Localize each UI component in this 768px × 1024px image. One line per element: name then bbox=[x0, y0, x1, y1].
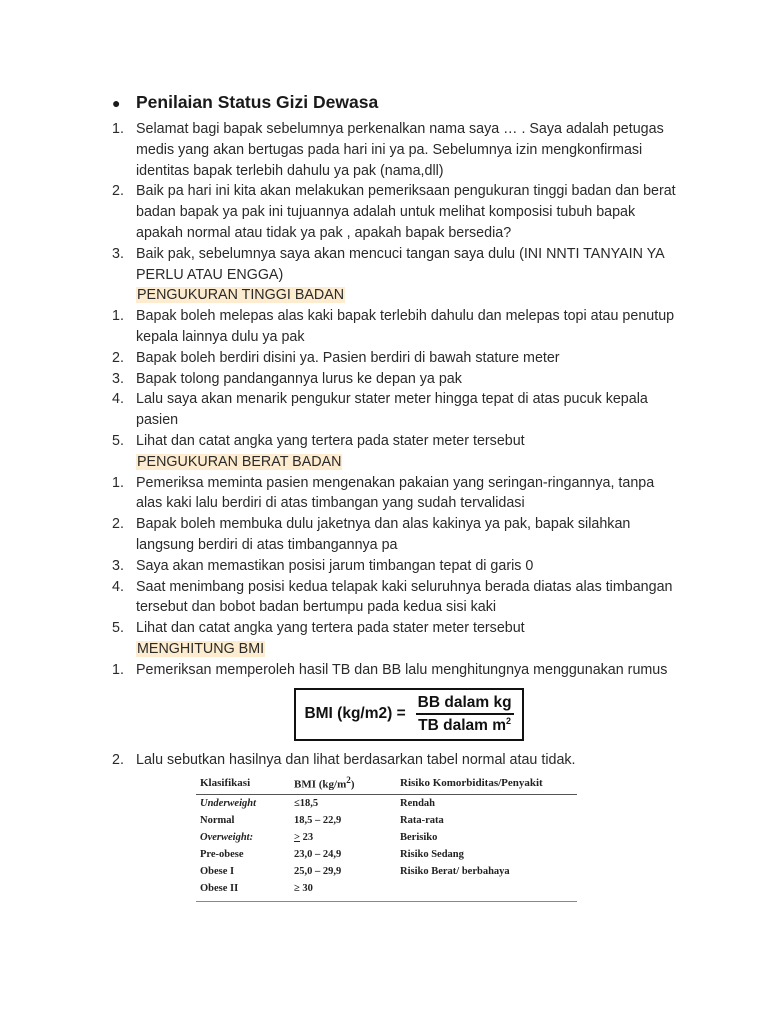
item-text: Pemeriksan memperoleh hasil TB dan BB lalu menghitungnya menggunakan rumus bbox=[136, 661, 668, 678]
list-item bbox=[112, 181, 682, 243]
header-bmi-text: BMI (kg/m bbox=[294, 779, 347, 792]
heading-bullet: ● bbox=[112, 94, 121, 111]
item-text: Bapak boleh melepas alas kaki bapak terlebih dahulu dan melepas topi atau penutup kepala lainnya dulu ya pak bbox=[136, 308, 675, 345]
bmi-formula-wrap bbox=[136, 681, 682, 750]
item-number: 3. bbox=[112, 557, 124, 574]
cell-bmi: ≤18,5 bbox=[294, 798, 319, 810]
table-row bbox=[196, 829, 577, 846]
list-item bbox=[112, 660, 682, 681]
intro-steps bbox=[112, 119, 682, 285]
item-number: 5. bbox=[112, 432, 124, 449]
item-number: 1. bbox=[112, 121, 124, 137]
item-text: Lihat dan catat angka yang tertera pada stater meter tersebut bbox=[136, 432, 525, 449]
formula-exponent: 2 bbox=[506, 715, 512, 726]
list-item bbox=[112, 473, 682, 515]
list-item bbox=[112, 389, 682, 431]
list-item bbox=[112, 348, 682, 369]
list-item bbox=[112, 369, 682, 390]
cell-klasifikasi: Underweight bbox=[200, 798, 257, 810]
table-row bbox=[196, 812, 577, 829]
bmi-formula bbox=[294, 688, 523, 741]
list-item bbox=[112, 431, 682, 452]
heading-title: Penilaian Status Gizi Dewasa bbox=[136, 92, 379, 112]
cell-klasifikasi: Pre-obese bbox=[200, 849, 244, 861]
formula-denominator-wrap bbox=[418, 715, 511, 735]
section-highlight: PENGUKURAN BERAT BADAN bbox=[137, 453, 342, 470]
section-highlight: MENGHITUNG BMI bbox=[137, 640, 265, 657]
table-row bbox=[196, 880, 577, 901]
header-risiko: Risiko Komorbiditas/Penyakit bbox=[396, 772, 577, 794]
cell-risiko bbox=[396, 880, 577, 901]
item-number: 3. bbox=[112, 370, 124, 387]
formula-fraction bbox=[416, 694, 514, 735]
item-number: 2. bbox=[112, 349, 124, 366]
item-text: Bapak tolong pandangannya lurus ke depan ya pak bbox=[136, 370, 462, 387]
item-number: 2. bbox=[112, 183, 124, 200]
item-text: Saya akan memastikan posisi jarum timbangan tepat di garis 0 bbox=[136, 557, 534, 574]
item-number: 4. bbox=[112, 391, 124, 408]
cell-klasifikasi: Obese I bbox=[200, 866, 235, 878]
header-bmi-close: ) bbox=[350, 779, 355, 792]
item-number: 3. bbox=[112, 245, 124, 262]
item-text: Saat menimbang posisi kedua telapak kaki seluruhnya berada diatas alas timbangan tersebut dan bobot badan bertumpu pada kedua sisi kaki bbox=[136, 578, 673, 616]
item-number: 1. bbox=[112, 661, 124, 678]
item-text: Selamat bagi bapak sebelumnya perkenalkan nama saya … . Saya adalah petugas medis yang akan bertugas pada hari ini ya pa. Sebelumnya izin mengkonfirmasi identitas bapak terlebih dahulu ya pak (nama,dll) bbox=[136, 121, 664, 179]
cell-bmi: > 23 bbox=[294, 832, 314, 844]
section-title-height bbox=[136, 285, 682, 306]
table-header-row bbox=[196, 772, 577, 794]
formula-denominator: TB dalam m bbox=[418, 716, 507, 734]
section-title-weight bbox=[136, 452, 682, 473]
item-text: Bapak boleh berdiri disini ya. Pasien berdiri di bawah stature meter bbox=[136, 349, 560, 366]
document-body bbox=[112, 92, 682, 902]
gte-symbol: > bbox=[294, 832, 300, 844]
item-text: Baik pa hari ini kita akan melakukan pemeriksaan pengukuran tinggi badan dan berat badan bapak ya pak ini tujuannya adalah untuk melihat komposisi tubuh bapak apakah normal atau tidak ya pak , apakah bapak bersedia? bbox=[136, 183, 676, 241]
header-bmi-exp: 2 bbox=[346, 775, 351, 786]
item-number: 4. bbox=[112, 578, 124, 595]
cell-risiko: Rata-rata bbox=[400, 815, 444, 827]
item-text: Baik pak, sebelumnya saya akan mencuci tangan saya dulu (INI NNTI TANYAIN YA PERLU ATAU ENGGA) bbox=[136, 245, 664, 283]
item-text: Lalu sebutkan hasilnya dan lihat berdasarkan tabel normal atau tidak. bbox=[136, 751, 576, 768]
section-highlight: PENGUKURAN TINGGI BADAN bbox=[137, 287, 345, 304]
bmi-steps-2 bbox=[112, 750, 682, 771]
item-text: Lihat dan catat angka yang tertera pada stater meter tersebut bbox=[136, 620, 525, 637]
list-item bbox=[112, 306, 682, 348]
formula-lhs: BMI (kg/m2) = bbox=[304, 705, 406, 723]
item-text: Lalu saya akan menarik pengukur stater meter hingga tepat di atas pucuk kepala pasien bbox=[136, 391, 648, 429]
list-item bbox=[112, 618, 682, 639]
table-row bbox=[196, 863, 577, 880]
cell-risiko: Risiko Berat/ berbahaya bbox=[400, 866, 510, 878]
section-title-bmi bbox=[136, 639, 682, 660]
item-number: 2. bbox=[112, 516, 124, 533]
height-steps bbox=[112, 306, 682, 452]
header-bmi bbox=[290, 772, 396, 794]
cell-bmi: 18,5 – 22,9 bbox=[294, 815, 342, 827]
list-item bbox=[112, 556, 682, 577]
cell-risiko: Risiko Sedang bbox=[400, 849, 464, 861]
bmi-classification-table bbox=[196, 772, 577, 901]
item-text: Bapak boleh membuka dulu jaketnya dan alas kakinya ya pak, bapak silahkan langsung berdiri di atas timbangannya pa bbox=[136, 516, 631, 553]
item-text: Pemeriksa meminta pasien mengenakan pakaian yang seringan-ringannya, tanpa alas kaki lalu berdiri di atas timbangan yang sudah tervalidasi bbox=[136, 474, 655, 512]
item-number: 1. bbox=[112, 308, 124, 325]
bmi-steps bbox=[112, 660, 682, 681]
cell-klasifikasi: Overweight: bbox=[200, 832, 254, 844]
list-item bbox=[112, 750, 682, 771]
list-item bbox=[112, 577, 682, 619]
table-row bbox=[196, 795, 577, 813]
cell-klasifikasi: Normal bbox=[200, 815, 235, 827]
cell-klasifikasi: Obese II bbox=[196, 880, 290, 901]
bmi-table-wrap bbox=[196, 772, 577, 901]
list-item bbox=[112, 514, 682, 556]
weight-steps bbox=[112, 473, 682, 639]
cell-bmi: 23,0 – 24,9 bbox=[294, 849, 342, 861]
item-number: 2. bbox=[112, 751, 124, 768]
cell-bmi: 25,0 – 29,9 bbox=[294, 866, 342, 878]
item-number: 5. bbox=[112, 620, 124, 637]
cell-risiko: Rendah bbox=[400, 798, 436, 810]
cell-bmi: ≥ 30 bbox=[290, 880, 396, 901]
table-row bbox=[196, 846, 577, 863]
cell-risiko: Berisiko bbox=[400, 832, 438, 844]
formula-numerator: BB dalam kg bbox=[416, 694, 514, 715]
item-number: 1. bbox=[112, 474, 124, 491]
list-item bbox=[112, 119, 682, 181]
document-heading bbox=[112, 92, 682, 113]
list-item bbox=[112, 244, 682, 286]
header-klasifikasi: Klasifikasi bbox=[196, 772, 290, 794]
